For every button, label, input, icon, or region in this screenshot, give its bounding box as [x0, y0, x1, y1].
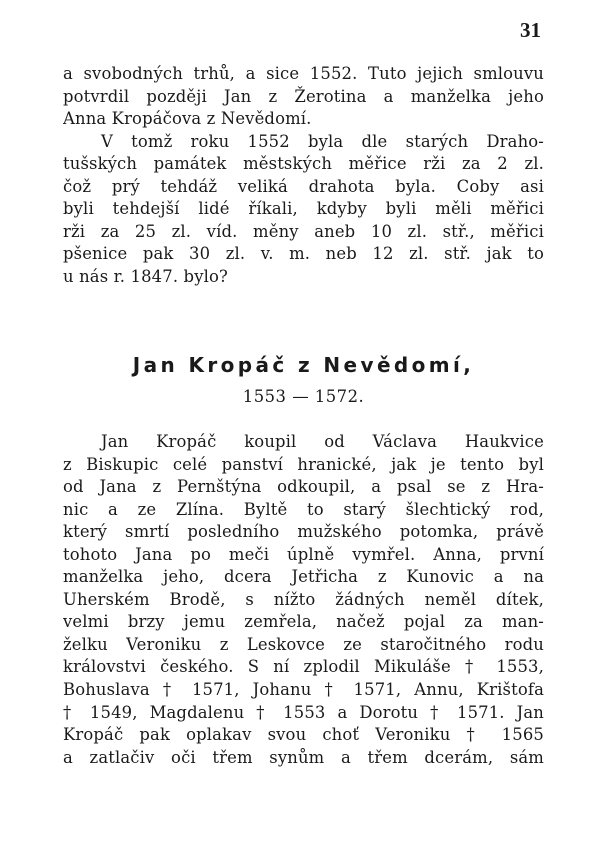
paragraph-block-1: [63, 63, 544, 288]
text-line: a zatlačiv oči třem synům a třem dcerám, sám: [63, 747, 544, 767]
text-line: † 1549, Magdalenu † 1553 a Dorotu † 1571. Jan: [63, 702, 544, 722]
text-line: královstvi českého. S ní zplodil Mikuláše † 1553,: [63, 657, 544, 677]
text-line: Bohuslava † 1571, Johanu † 1571, Annu, Krištofa: [63, 680, 544, 700]
text-line: V tomž roku 1552 byla dle starých Draho-: [101, 131, 544, 151]
text-line: u nás r. 1847. bylo?: [63, 266, 228, 286]
page-number: 31: [520, 18, 541, 42]
text-line: velmi brzy jemu zemřela, načež pojal za man-: [63, 612, 544, 632]
text-line: želku Veroniku z Leskovce ze staročitného rodu: [63, 634, 544, 654]
text-line: z Biskupic celé panství hranické, jak je tento byl: [63, 454, 544, 474]
text-line: tušských památek městských měřice rži za 2 zl.: [63, 154, 544, 174]
text-line: manželka jeho, dcera Jetřicha z Kunovic a na: [63, 567, 544, 587]
text-line: čož prý tehdáž veliká drahota byla. Coby asi: [63, 176, 544, 196]
section-heading: Jan Kropáč z Nevědomí,: [132, 353, 475, 377]
text-line: rži za 25 zl. víd. měny aneb 10 zl. stř., měřici: [63, 221, 544, 241]
text-line: potvrdil později Jan z Žerotina a manželka jeho: [63, 86, 544, 106]
text-line: Kropáč pak oplakav svou choť Veroniku † 1565: [63, 725, 544, 745]
text-line: Anna Kropáčova z Nevědomí.: [63, 109, 312, 129]
text-line: a svobodných trhů, a sice 1552. Tuto jejich smlouvu: [63, 64, 544, 83]
text-line: od Jana z Pernštýna odkoupil, a psal se z Hra-: [63, 477, 544, 497]
text-line: Uherském Brodě, s nížto žádných neměl dítek,: [63, 589, 544, 609]
text-line: byli tehdejší lidé říkali, kdyby byli měli měřici: [63, 199, 544, 219]
text-line: tohoto Jana po meči úplně vymřel. Anna, první: [63, 544, 544, 564]
text-line: nic a ze Zlína. Byltě to starý šlechtický rod,: [63, 499, 544, 519]
text-line: Jan Kropáč koupil od Václava Haukvice: [101, 432, 544, 451]
section-dates: 1553 — 1572.: [242, 387, 365, 406]
text-line: který smrtí posledního mužského potomka, právě: [63, 522, 544, 542]
text-line: pšenice pak 30 zl. v. m. neb 12 zl. stř. jak to: [63, 244, 544, 264]
paragraph-block-2: [63, 431, 544, 769]
